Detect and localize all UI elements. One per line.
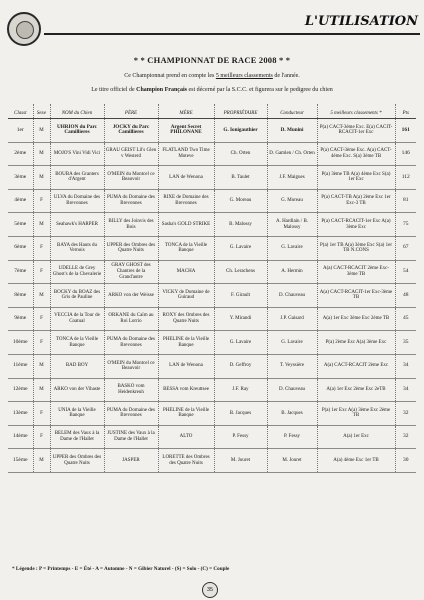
cell-place: 7ème <box>8 260 33 284</box>
table-row <box>8 425 416 449</box>
header-owner: PROPRIÉTAIRE <box>214 104 267 119</box>
cell-results: A(a) CACT-RCACIT 2ème Exc-3ème TB <box>317 260 395 284</box>
cell-mother: PHELINE de la Vieille Banque <box>158 402 214 426</box>
cell-handler: D. Chauveau <box>267 284 317 308</box>
cell-place: 10ème <box>8 331 33 355</box>
table-body <box>8 119 416 473</box>
cell-name: ULVA du Domaine des Brevonnes <box>50 189 104 213</box>
table-header-row <box>8 104 416 119</box>
page-title: * * CHAMPIONNAT DE RACE 2008 * * <box>133 55 291 65</box>
cell-handler: G. Lavaire <box>267 236 317 260</box>
cell-handler: D. Chauveau <box>267 378 317 402</box>
cell-mother: TONCA de la Vieille Banque <box>158 236 214 260</box>
cell-sex: M <box>33 142 50 166</box>
cell-father: ARKO von der Weisse <box>104 284 158 308</box>
cell-results: P(a) CACT-TB A(a) 2ème Exc 1er Exc-3 TB <box>317 189 395 213</box>
cell-place: 6ème <box>8 236 33 260</box>
cell-handler: A. Hermin <box>267 260 317 284</box>
cell-results: P(a) 2ème Exc A(a) 3ème Exc <box>317 331 395 355</box>
cell-handler: A. Hardlain / B. Malossy <box>267 213 317 237</box>
header-rule <box>44 33 420 35</box>
cell-mother: ALTO <box>158 425 214 449</box>
cell-owner: B. Malossy <box>214 213 267 237</box>
intro-line-2-post: est décerné par la S.C.C. et figurera sur le pedigree du chien <box>186 87 333 93</box>
cell-sex: F <box>33 260 50 284</box>
cell-place: 12ème <box>8 378 33 402</box>
table-row <box>8 307 416 331</box>
legend: * Légende : P = Printemps - E = Été - A = Automne - N = Gibier Naturel - (S) = Solo - (C) = Couple <box>12 566 230 572</box>
cell-father: GRAY GHOST des Chantres de la Grand'autre <box>104 260 158 284</box>
cell-results: A(a) CACT-RCACIT-1er Exc-3ème TB <box>317 284 395 308</box>
intro-line-2 <box>0 87 424 93</box>
cell-handler: P. Fessy <box>267 425 317 449</box>
table-row <box>8 213 416 237</box>
cell-handler: G. Moreau <box>267 189 317 213</box>
cell-points: 45 <box>395 307 416 331</box>
cell-father: BASKO vom Heidenkreuh <box>104 378 158 402</box>
cell-results: P(a) 3ème TB A(a) 4ème Exc S(a) 1er Exc <box>317 166 395 190</box>
table-row <box>8 142 416 166</box>
cell-father: JUSTINE des Vaux à la Dame de l'Hallet <box>104 425 158 449</box>
cell-handler: T. Veyssière <box>267 354 317 378</box>
cell-sex: F <box>33 307 50 331</box>
cell-points: 30 <box>395 449 416 473</box>
cell-points: 146 <box>395 142 416 166</box>
championship-table <box>8 104 416 473</box>
cell-father: PUMA du Domaine des Brevonnes <box>104 189 158 213</box>
cell-place: 8ème <box>8 284 33 308</box>
cell-handler: D. Munini <box>267 119 317 143</box>
header-points: Pts <box>395 104 416 119</box>
cell-sex: M <box>33 284 50 308</box>
cell-place: 3ème <box>8 166 33 190</box>
cell-owner: G. Ionigauthier <box>214 119 267 143</box>
header-sex: Sexe <box>33 104 50 119</box>
cell-points: 112 <box>395 166 416 190</box>
cell-name: UPPER des Ombres des Quatre Nuits <box>50 449 104 473</box>
cell-mother: Argent Secret PHILONANE <box>158 119 214 143</box>
header-mother: MÈRE <box>158 104 214 119</box>
table-row <box>8 284 416 308</box>
cell-sex: M <box>33 119 50 143</box>
cell-place: 15ème <box>8 449 33 473</box>
cell-handler: G. Lavaire <box>267 331 317 355</box>
cell-place: 4ème <box>8 189 33 213</box>
cell-handler: M. Jouret <box>267 449 317 473</box>
cell-place: 2ème <box>8 142 33 166</box>
cell-father: UPPER des Ombres des Quatre Nuits <box>104 236 158 260</box>
cell-name: MOJO'S Vini Vidi Vici <box>50 142 104 166</box>
cell-mother: LAN de Wenona <box>158 354 214 378</box>
table-row <box>8 236 416 260</box>
cell-place: 11ème <box>8 354 33 378</box>
header-place: Classt <box>8 104 33 119</box>
cell-father: GRAU GEIST Lil's Glen v Westerd <box>104 142 158 166</box>
cell-points: 75 <box>395 213 416 237</box>
table-row <box>8 331 416 355</box>
cell-place: 13ème <box>8 402 33 426</box>
cell-mother: FLATLAND Two Time Moteve <box>158 142 214 166</box>
cell-mother: BESSA vom Kreuttsee <box>158 378 214 402</box>
cell-handler: B. Jacques <box>267 402 317 426</box>
cell-sex: M <box>33 213 50 237</box>
cell-father: PUMA du Domaine des Brevonnes <box>104 331 158 355</box>
club-logo <box>7 12 41 46</box>
cell-results: P(a) CACT-3ème Exc. A(a) CACT-4ème Exc. S(a) 3ème TB <box>317 142 395 166</box>
cell-owner: G. Lavaire <box>214 236 267 260</box>
intro-line-1-post: de l'année. <box>272 73 300 79</box>
cell-handler: D. Gamlen / Ch. Orten <box>267 142 317 166</box>
table-row <box>8 119 416 143</box>
intro-line-1 <box>0 73 424 79</box>
cell-results: A(a) 4ème Exc 1er TB <box>317 449 395 473</box>
cell-points: 54 <box>395 260 416 284</box>
cell-points: 32 <box>395 425 416 449</box>
cell-points: 34 <box>395 378 416 402</box>
intro-line-1-pre: Ce Championnat prend en compte les <box>124 73 216 79</box>
cell-results: P(a) 1er Exc A(a) 3ème Exc 2ème TB <box>317 402 395 426</box>
cell-father: JASPER <box>104 449 158 473</box>
cell-sex: F <box>33 402 50 426</box>
intro-line-2-pre: Le titre officiel de <box>91 87 137 93</box>
cell-sex: M <box>33 354 50 378</box>
cell-sex: F <box>33 425 50 449</box>
header-handler: Conducteur <box>267 104 317 119</box>
cell-owner: Ch. Lerachens <box>214 260 267 284</box>
cell-owner: G. Moreau <box>214 189 267 213</box>
cell-handler: J.P. Gaisard <box>267 307 317 331</box>
cell-owner: B. Jacques <box>214 402 267 426</box>
cell-mother: ROXY des Ombres des Quatre Nuits <box>158 307 214 331</box>
cell-father: JOCKY du Parc Camillieres <box>104 119 158 143</box>
cell-owner: G. Lavaire <box>214 331 267 355</box>
cell-name: BELEM des Vaux à la Dame de l'Hallet <box>50 425 104 449</box>
cell-father: ORKANE du Caïm au Roi Lorrio <box>104 307 158 331</box>
cell-mother: MACHA <box>158 260 214 284</box>
cell-owner: M. Jouret <box>214 449 267 473</box>
intro-line-1-underlined: 5 meilleurs classements <box>215 73 273 79</box>
cell-mother: PHELINE de la Vieille Banque <box>158 331 214 355</box>
table-row <box>8 166 416 190</box>
cell-owner: Y. Mirandi <box>214 307 267 331</box>
header-father: PÈRE <box>104 104 158 119</box>
cell-mother: LORETTE des Ombres des Quatre Nuits <box>158 449 214 473</box>
header-name: NOM du Chien <box>50 104 104 119</box>
cell-name: UDELLE de Grey Ghost's de la Chevalerie <box>50 260 104 284</box>
cell-sex: F <box>33 331 50 355</box>
cell-mother: Sasha's GOLD STRIKE <box>158 213 214 237</box>
cell-owner: P. Fessy <box>214 425 267 449</box>
cell-father: PUMA du Domaine des Brevonnes <box>104 402 158 426</box>
cell-points: 48 <box>395 284 416 308</box>
cell-name: BOCKY du BOAZ des Gris de Pauline <box>50 284 104 308</box>
cell-name: TONCA de la Vieille Banque <box>50 331 104 355</box>
cell-name: BOUBA des Granters d'Argent <box>50 166 104 190</box>
cell-father: O'MEIN du Montcel ce Beauvoir <box>104 166 158 190</box>
cell-mother: RIXE de Domaine des Brevonnes <box>158 189 214 213</box>
cell-name: Seahawk's HARPER <box>50 213 104 237</box>
table-row <box>8 354 416 378</box>
section-title: L'UTILISATION <box>304 14 418 29</box>
cell-sex: M <box>33 378 50 402</box>
cell-sex: M <box>33 166 50 190</box>
cell-mother: VICKY de Domaine de Guiraud <box>158 284 214 308</box>
cell-father: O'MEIN du Montcel ce Beauvoir <box>104 354 158 378</box>
cell-name: ARKO von der Vihaste <box>50 378 104 402</box>
cell-points: 34 <box>395 354 416 378</box>
cell-father: BILLY des Joinvis des Bois <box>104 213 158 237</box>
page-number: 35 <box>202 582 218 598</box>
cell-mother: LAN de Wenona <box>158 166 214 190</box>
table-row <box>8 449 416 473</box>
cell-place: 1er <box>8 119 33 143</box>
cell-place: 14ème <box>8 425 33 449</box>
cell-owner: B. Taulet <box>214 166 267 190</box>
cell-handler: J.F. Maigues <box>267 166 317 190</box>
cell-name: BAD BOY <box>50 354 104 378</box>
cell-results: A(a) 1er Exc <box>317 425 395 449</box>
cell-sex: F <box>33 189 50 213</box>
cell-owner: J.F. Ray <box>214 378 267 402</box>
cell-results: P(a) CACT-3ème Exc. E(a) CACIT-RCACIT-1er Exc <box>317 119 395 143</box>
cell-results: P(a) CACT-RCACIT-1er Exc A(a) 3ème Exc <box>317 213 395 237</box>
table-row <box>8 260 416 284</box>
cell-owner: D. Geffroy <box>214 354 267 378</box>
cell-name: BAYA des Hauts du Vernois <box>50 236 104 260</box>
intro-line-2-bold: Champion Français <box>136 87 187 93</box>
cell-owner: Ch. Orten <box>214 142 267 166</box>
cell-points: 161 <box>395 119 416 143</box>
cell-results: P(a) 1er TB A(a) 3ème Exc S(a) 1er TB N.CONS <box>317 236 395 260</box>
cell-points: 32 <box>395 402 416 426</box>
cell-results: A(a) 1er Exc 2ème Exc 2eTB <box>317 378 395 402</box>
cell-place: 5ème <box>8 213 33 237</box>
cell-sex: M <box>33 449 50 473</box>
table-row <box>8 378 416 402</box>
table-row <box>8 189 416 213</box>
cell-name: UNIA de la Vieille Banque <box>50 402 104 426</box>
table-row <box>8 402 416 426</box>
cell-points: 67 <box>395 236 416 260</box>
cell-results: A(a) CACT-RCACIT 2ème Exc <box>317 354 395 378</box>
cell-points: 35 <box>395 331 416 355</box>
cell-name: UHRION du Parc Camillieres <box>50 119 104 143</box>
header-results: 5 meilleurs classements * <box>317 104 395 119</box>
cell-points: 81 <box>395 189 416 213</box>
cell-results: A(a) 1er Exc 3ème Exc 2ème TB <box>317 307 395 331</box>
cell-name: VECCIA de la Tour de Coatual <box>50 307 104 331</box>
cell-place: 9ème <box>8 307 33 331</box>
cell-owner: F. Girault <box>214 284 267 308</box>
cell-sex: F <box>33 236 50 260</box>
